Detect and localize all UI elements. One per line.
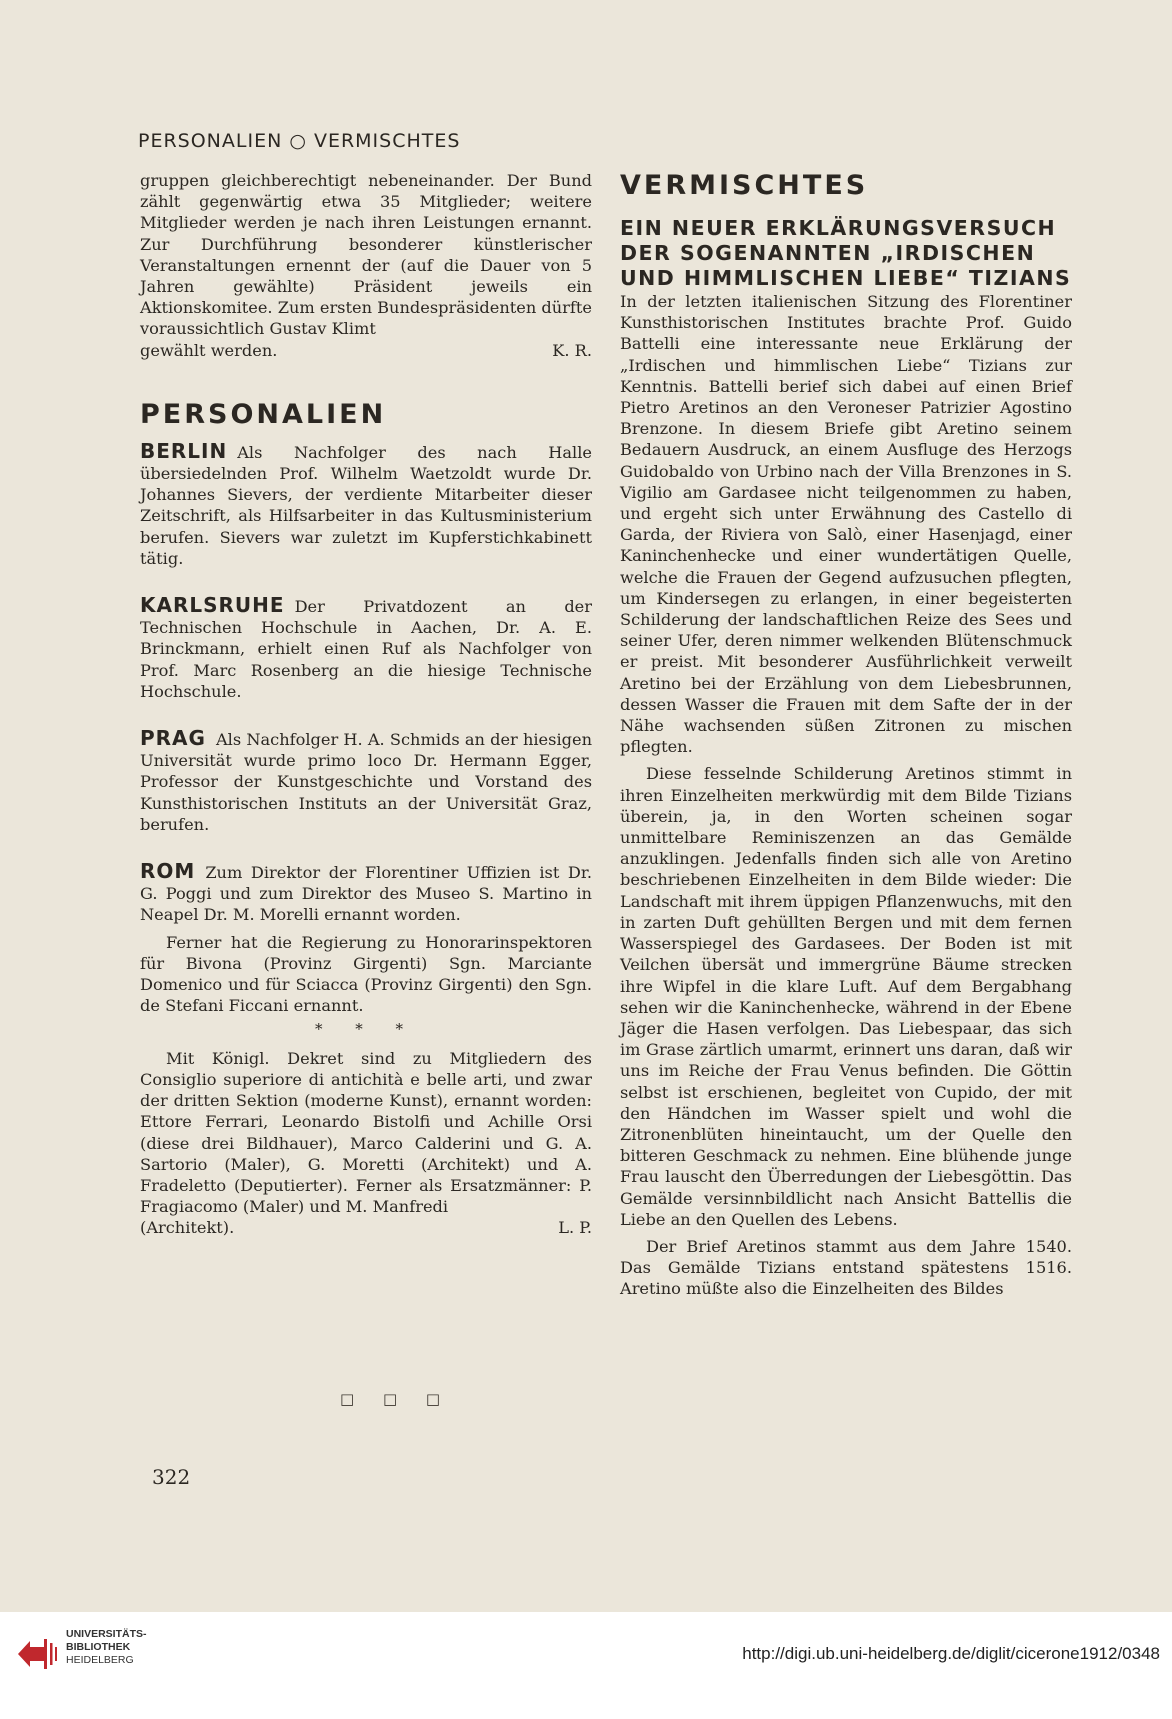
article-paragraph-1: In der letzten italienischen Sitzung des Florentiner Kunsthistorischen Institutes brachte Prof. Guido Battelli eine interessante neue Erklärung der „Irdischen und himmlischen Liebe“ Tizians zur Kenntnis. Battelli berief sich dabei auf einen Brief Pietro Aretinos an den Veroneser Patrizier Agostino Brenzone. In diesem Briefe gibt Aretino seinem Bedauern Ausdruck, an einem Ausfluge des Herzogs Guidobaldo von Urbino nach der Villa Brenzones in S. Vigilio am Gardasee nicht teilgenommen zu haben, und ergeht sich unter Erwähnung des Castello di Garda, der Riviera von Salò, einer Hasenjagd, einer Kaninchenhecke und einer wundertätigen Quelle, welche die Frauen der Gegend aufzusuchen pflegten, um Kindersegen zu erlangen, in einer begeisterten Schilderung der landschaftlichen Reize des Sees und seiner Ufer, deren nimmer welkenden Blütenschmuck er preist. Mit besonderer Ausführlichkeit verweilt Aretino bei der Erzählung von dem Liebesbrunnen, dessen Wasser die Frauen mit dem Safte der in der Nähe wachsenden süßen Zitronen zu mischen pflegten.: [620, 292, 1072, 757]
article-paragraph-3: Der Brief Aretinos stammt aus dem Jahre 1540. Das Gemälde Tizians entstand spätestens 1516. Aretino müßte also die Einzelheiten des Bildes: [620, 1236, 1072, 1299]
source-url-link[interactable]: http://digi.ub.uni-heidelberg.de/diglit/cicerone1912/0348: [742, 1644, 1160, 1663]
running-head: PERSONALIEN ○ VERMISCHTES: [138, 130, 461, 152]
library-name-line: BIBLIOTHEK: [66, 1641, 131, 1653]
entry-place: BERLIN: [140, 438, 228, 463]
digitization-footer: [0, 1612, 1172, 1719]
entry-rom: [140, 861, 592, 926]
entry-karlsruhe: [140, 595, 592, 702]
entry-place: ROM: [140, 859, 196, 884]
entry-text: Der Privatdozent an der Technischen Hochschule in Aachen, Dr. A. E. Brinckmann, erhielt einen Ruf als Nachfolger von Prof. Marc Rosenberg an die hiesige Technische Hochschule.: [140, 597, 592, 701]
article-heading: EIN NEUER ERKLÄRUNGSVERSUCH DER SOGENANNTEN „IRDISCHEN UND HIMMLISCHEN LIEBE“ TIZIANS: [620, 216, 1072, 290]
entry-text: Zum Direktor der Florentiner Uffizien ist Dr. G. Poggi und zum Direktor des Museo S. Martino in Neapel Dr. M. Morelli ernannt worden.: [140, 863, 592, 925]
library-name: [66, 1628, 147, 1667]
intro-paragraph: gruppen gleichberechtigt nebeneinander. Der Bund zählt gegenwärtig etwa 35 Mitglieder; weitere Mitglieder werden je nach ihren Leistungen ernannt. Zur Durchführung besonderer künstlerischer Veranstaltungen ernennt der (auf die Dauer von 5 Jahren gewählte) Präsident jeweils ein Aktionskomitee. Zum ersten Bundespräsidenten dürfte voraussichtlich Gustav Klimt: [140, 171, 593, 339]
entry-place: PRAG: [140, 726, 206, 751]
entry-text: Als Nachfolger H. A. Schmids an der hiesigen Universität wurde primo loco Dr. Hermann Egger, Professor der Kunstgeschichte und Vorstand des Kunsthistorischen Instituts an der Universität Graz, berufen.: [140, 730, 592, 834]
entry-place: KARLSRUHE: [140, 593, 285, 618]
entry-prag: [140, 728, 592, 835]
decree-closing-line: [140, 1217, 592, 1238]
section-title-vermischtes: VERMISCHTES: [620, 170, 869, 201]
right-column: [620, 170, 1072, 1300]
library-logo-icon: [14, 1631, 60, 1677]
article-paragraph-2: Diese fesselnde Schilderung Aretinos stimmt in ihren Einzelheiten merkwürdig mit dem Bilde Tizians überein, ja, in den Worten scheinen sogar unmittelbare Reminiszenzen an das Gemälde anzuklingen. Jedenfalls finden sich alle von Aretino beschriebenen Einzelheiten in dem Bilde wieder: Die Landschaft mit ihrem üppigen Pflanzenwuchs, mit den in zarten Duft gehüllten Bergen und mit dem fernen Wasserspiegel des Gardasees. Der Boden ist mit Veilchen übersät und immergrüne Bäume strecken ihre Wipfel in die klare Luft. Auf dem Bergabhang sehen wir die Kaninchenhecke, während in der Ebene Jäger die Hasen verfolgen. Das Liebespaar, das sich im Grase zärtlich umarmt, erinnert uns daran, daß wir uns im Reiche der Frau Venus befinden. Die Göttin selbst ist erschienen, begleitet von Cupido, der mit den Händchen im Wasser spielt und wohl die Zitronenblüten hineintaucht, um der Quelle den bitteren Geschmack zu nehmen. Eine blühende junge Frau lauscht den Überredungen der Liebesgöttin. Das Gemälde versinnbildlicht nach Ansicht Battellis die Liebe an den Quellen des Lebens.: [620, 764, 1072, 1229]
intro-closing-line: [140, 340, 592, 361]
library-name-line: UNIVERSITÄTS-: [66, 1628, 147, 1640]
page-number: 322: [152, 1465, 191, 1489]
section-stars: * * *: [314, 1019, 418, 1038]
decree-last-line: (Architekt).: [140, 1218, 235, 1238]
left-column: [140, 170, 592, 1239]
entry-berlin: [140, 438, 592, 569]
intro-last-line: gewählt werden.: [140, 340, 278, 360]
section-title-personalien: PERSONALIEN: [140, 398, 387, 430]
intro-signature: K. R.: [552, 340, 592, 360]
decree-paragraph: Mit Königl. Dekret sind zu Mitgliedern des Consiglio superiore di antichità e belle arti, und zwar der dritten Sektion (moderne Kunst), ernannt worden: Ettore Ferrari, Leonardo Bistolfi und Achille Orsi (diese drei Bildhauer), Marco Calderini und G. A. Sartorio (Maler), G. Moretti (Architekt) und A. Fradeletto (Deputierter). Ferner als Ersatzmänner: P. Fragiacomo (Maler) und M. Manfredi: [140, 1048, 592, 1217]
entry-text: Als Nachfolger des nach Halle übersiedelnden Prof. Wilhelm Waetzoldt wurde Dr. Johannes Sievers, der verdiente Mitarbeiter dieser Zeitschrift, als Hilfsarbeiter in das Kultusministerium berufen. Sievers war zuletzt im Kupferstichkabinett tätig.: [140, 442, 592, 568]
end-marks: □ □ □: [340, 1390, 453, 1408]
decree-signature: L. P.: [558, 1218, 592, 1238]
rom-paragraph-2: Ferner hat die Regierung zu Honorarinspektoren für Bivona (Provinz Girgenti) Sgn. Marciante Domenico und für Sciacca (Provinz Girgenti) den Sgn. de Stefani Ficcani ernannt.: [140, 932, 592, 1016]
library-name-line: HEIDELBERG: [66, 1654, 134, 1666]
